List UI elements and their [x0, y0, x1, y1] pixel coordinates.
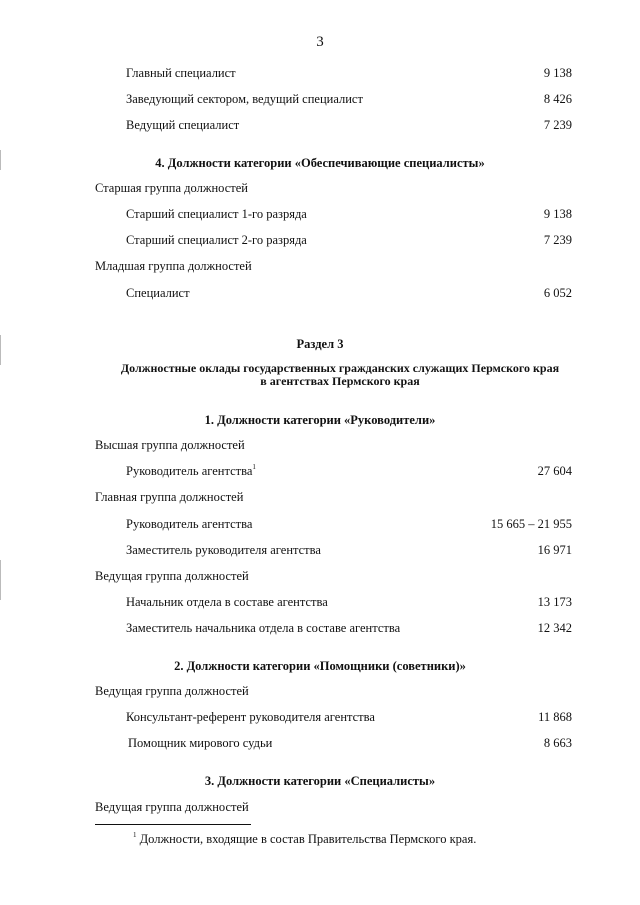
group-label: Старшая группа должностей	[95, 181, 248, 195]
category-heading: 4. Должности категории «Обеспечивающие специалисты»	[155, 156, 485, 170]
group-label: Ведущая группа должностей	[95, 800, 249, 814]
salary-value: 15 665 – 21 955	[490, 517, 572, 531]
position-label: Заместитель начальника отдела в составе агентства	[126, 621, 401, 635]
position-label: Заведующий сектором, ведущий специалист	[126, 92, 363, 106]
position-label: Специалист	[126, 286, 190, 300]
position-label: Консультант-референт руководителя агентства	[126, 710, 375, 724]
section-subtitle	[60, 362, 620, 388]
salary-value: 27 604	[537, 464, 572, 478]
section-subtitle-line: Должностные оклады государственных гражданских служащих Пермского края	[120, 361, 560, 375]
group-label: Главная группа должностей	[95, 490, 244, 504]
footnote-rule	[95, 824, 251, 825]
position-label: Помощник мирового судьи	[128, 736, 273, 750]
salary-value: 13 173	[537, 595, 572, 609]
group-label: Высшая группа должностей	[95, 438, 245, 452]
salary-value: 7 239	[543, 233, 572, 247]
group-label: Младшая группа должностей	[95, 259, 252, 273]
category-heading: 3. Должности категории «Специалисты»	[204, 774, 436, 788]
footnote-text: Должности, входящие в состав Правительства Пермского края.	[139, 832, 477, 846]
position-label: Старший специалист 1-го разряда	[126, 207, 307, 221]
group-label: Ведущая группа должностей	[95, 684, 249, 698]
salary-value: 8 426	[543, 92, 572, 106]
section-title: Раздел 3	[296, 337, 344, 351]
position-label: Заместитель руководителя агентства	[126, 543, 321, 557]
position-label	[126, 464, 256, 479]
position-label: Руководитель агентства	[126, 517, 253, 531]
salary-value: 6 052	[543, 286, 572, 300]
position-label: Начальник отдела в составе агентства	[126, 595, 328, 609]
footnote-ref: 1	[252, 463, 256, 471]
salary-value: 11 868	[538, 710, 572, 724]
salary-value: 9 138	[543, 207, 572, 221]
salary-value: 7 239	[543, 118, 572, 132]
salary-value: 16 971	[537, 543, 572, 557]
scan-edge-mark	[0, 560, 1, 600]
position-label-text: Руководитель агентства	[126, 464, 253, 478]
position-label: Старший специалист 2-го разряда	[126, 233, 307, 247]
category-heading: 1. Должности категории «Руководители»	[204, 413, 436, 427]
salary-value: 8 663	[543, 736, 572, 750]
salary-value: 9 138	[543, 66, 572, 80]
group-label: Ведущая группа должностей	[95, 569, 249, 583]
position-label: Ведущий специалист	[126, 118, 240, 132]
position-label: Главный специалист	[126, 66, 236, 80]
page-number: 3	[316, 34, 324, 50]
footnote-mark: 1	[133, 831, 137, 839]
section-subtitle-line: в агентствах Пермского края	[260, 374, 420, 388]
footnote	[133, 832, 476, 847]
category-heading: 2. Должности категории «Помощники (советники)»	[174, 659, 466, 673]
salary-value: 12 342	[537, 621, 572, 635]
